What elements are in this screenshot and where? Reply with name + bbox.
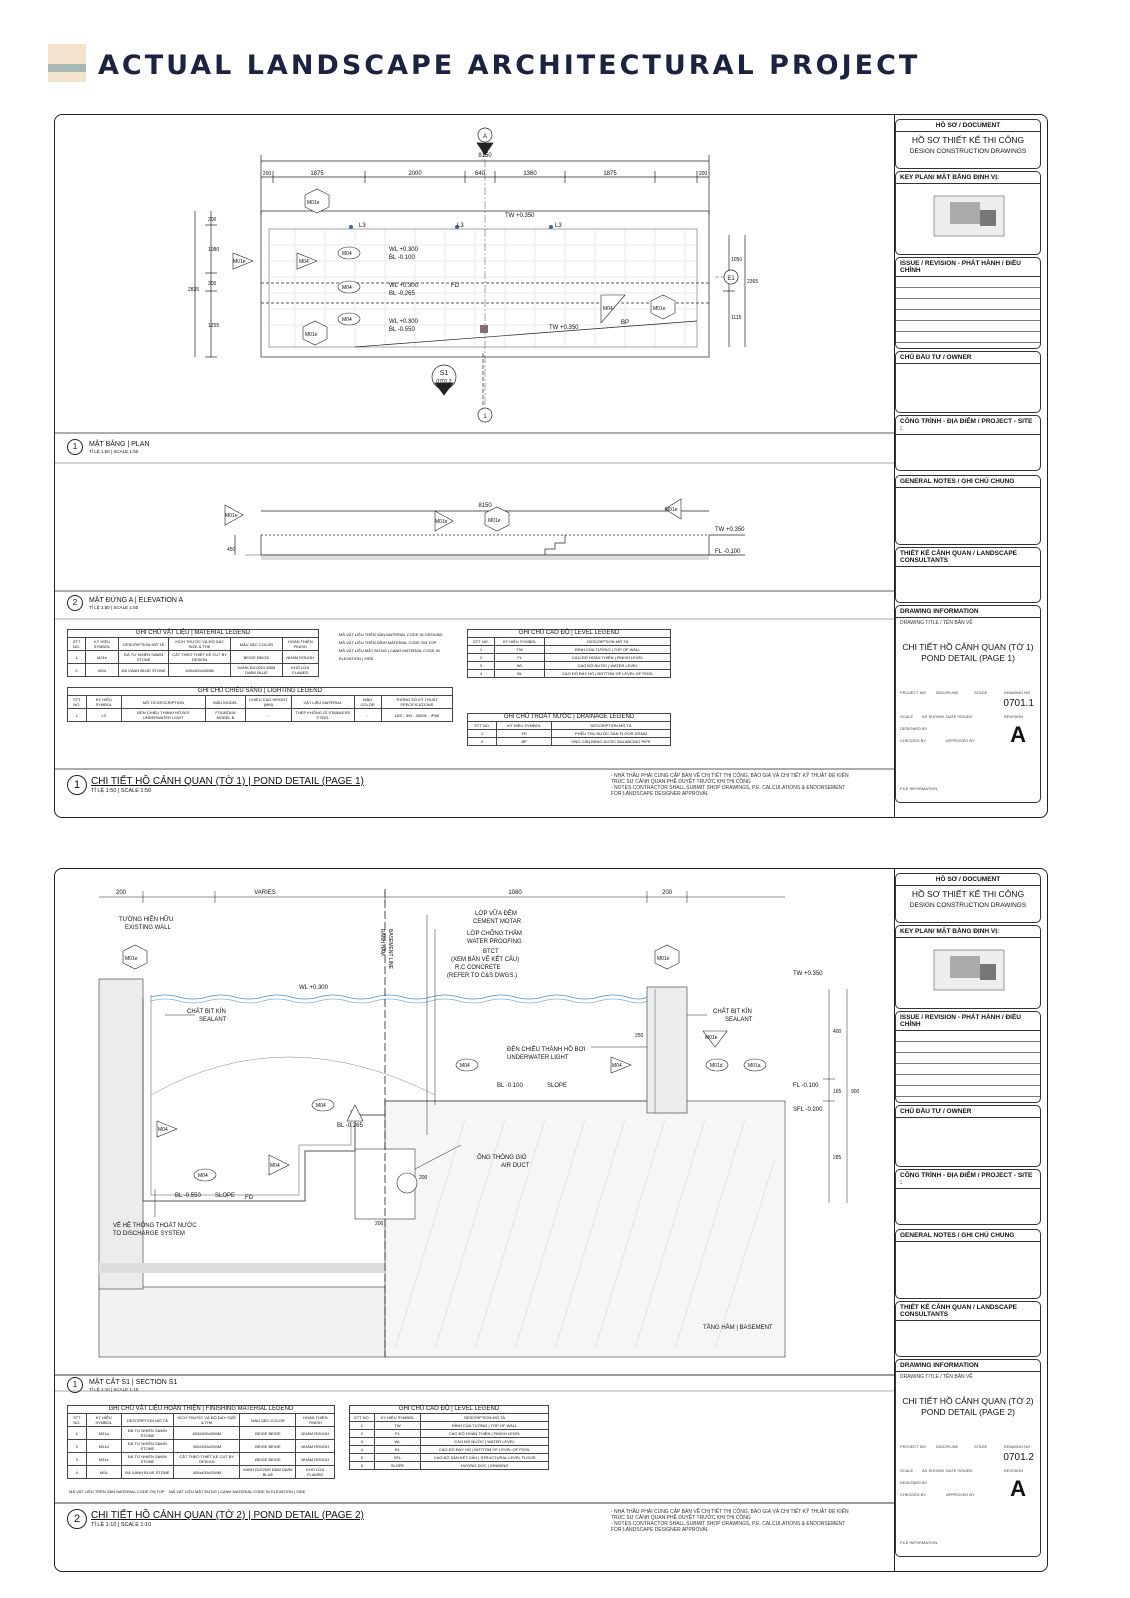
table-row: 1 M01a ĐÁ TỰ NHIÊN SAWN STONE 600x300x20MM BEIGE BEIGE NHÁM ROUGH <box>68 1427 335 1440</box>
svg-text:(REFER TO C&S DWGS.): (REFER TO C&S DWGS.) <box>447 973 518 979</box>
svg-text:CEMENT MOTAR: CEMENT MOTAR <box>473 919 522 925</box>
svg-text:S1: S1 <box>439 370 449 377</box>
level-legend-table: GHI CHÚ CAO ĐỘ | LEVEL LEGEND STT NO. KÝ HIỆU SYMBOL DESCRIPTION MÔ TẢ 1 TW ĐỈNH CỦA TƯỜNG | TOP OF WALL 2 FL CAO ĐỘ HOÀN THIỆN | FINISH LEVEL 3 WL CAO ĐỘ NƯỚC | WATER LEVEL 4 BL CAO ĐỘ ĐÁY HỒ | BOTTOM OF LEVEL OF POOL 5 SFL CAO ĐỘ SÀN KẾT CẤU | STRUCTURAL LEVEL FLOOR 6 SLOPE HƯỚNG DỐC | GRADING <box>349 1405 549 1470</box>
svg-text:1360: 1360 <box>523 171 537 177</box>
ground-hatch <box>261 556 709 560</box>
drainage-legend-table: GHI CHÚ THOÁT NƯỚC | DRAINAGE LEGEND STT NO. KÝ HIỆU SYMBOL DESCRIPTION MÔ TẢ 1 FD PHỄU THU NƯỚC SÀN FLOOR DRAIN 2 BP ỐNG CÂN BẰNG NƯỚC BALANCING PIPE <box>467 713 671 746</box>
project-site-box: CÔNG TRÌNH - ĐỊA ĐIỂM / PROJECT - SITE : <box>895 1169 1041 1225</box>
svg-text:1875: 1875 <box>603 171 617 177</box>
svg-text:M01d: M01d <box>710 1063 723 1069</box>
table-row: 3 WL CAO ĐỘ NƯỚC | WATER LEVEL <box>350 1438 549 1446</box>
table-header-row: STT NO. KÝ HIỆU SYMBOL DESCRIPTION MÔ TẢ <box>468 638 671 646</box>
existing-wall-section <box>99 979 143 1289</box>
svg-text:M01e: M01e <box>435 519 448 525</box>
svg-text:2365: 2365 <box>747 279 759 285</box>
table-header-row: STT NO. KÝ HIỆU SYMBOL DESCRIPTION MÔ TẢ KÍCH THƯỚC VÀ ĐỘ DÀY SIZE & THK MÀU SẮC COLOR HOÀN THIỆN FINISH <box>68 638 319 651</box>
table-row: 5 SFL CAO ĐỘ SÀN KẾT CẤU | STRUCTURAL LEVEL FLOOR <box>350 1454 549 1462</box>
table-row: 2 FL CAO ĐỘ HOÀN THIỆN | FINISH LEVEL <box>350 1430 549 1438</box>
table-header-row: STT NO. KÝ HIỆU SYMBOL DESCRIPTION MÔ TẢ KÍCH THƯỚC VÀ ĐỘ DÀY SIZE & THK MÀU SẮC COLOR HOÀN THIỆN FINISH <box>68 1414 335 1427</box>
keyplan-box: KEY PLAN/ MẶT BẰNG ĐỊNH VỊ: <box>895 925 1041 1009</box>
table-row: 3 M01e ĐÁ TỰ NHIÊN SAWN STONE CẮT THEO THIẾT KẾ CUT BY DESIGN BEIGE BEIGE NHÁM ROUGH <box>68 1453 335 1466</box>
svg-text:M01e: M01e <box>653 306 666 312</box>
drawing-area: A 1 E1 S1 0701.2 8150 200 1875 2000 640 1360 1875 200 200 1080 300 1255 2835 1050 1115 2365 TW +0.350 TW +0.350 WL +0.300 BL -0.100 WL +0.300 BL -0.265 WL +0.300 BL -0.550 FD BP L3 L3 L3 M01e M01e M01e M01e M04 M04 M04 M04 M04 8150 450 TW +0.350 FL -0.100 M01e M01e M01e M01e 1 MẶT BẰNG | PLAN TỈ LỆ 1:50 | SCALE 1:50 2 MẶT ĐỨNG A | ELEVATION A TỈ LỆ 1:50 | SCALE 1:50 GHI CHÚ VẬT LIỆU | MATERIAL LEGEND STT NO. KÝ HIỆU SYMBOL DESCRIPTION MÔ TẢ KÍCH THƯỚC VÀ ĐỘ DÀY SIZE & THK MÀU SẮC COLOR HOÀN THIỆN FINISH 1 M01e ĐÁ TỰ NHIÊN SAWN STONE CẮT THEO THIẾT KẾ CUT BY DESIGN BEIGE BEIGE NHÁM ROUGH 2 M04 ĐÁ XANH BLUE STONE 400x400x20MM XANH DƯƠNG ĐẬM DARK BLUE KHÒ LỬA FLAMED MÃ VẬT LIỆU TRÊN SÀN MATERIAL CODE IN GROUND MÃ VẬT LIỆU TRÊN ĐỈNH MATERIAL CODE ON TOP MÃ VẬT LIỆU MẶT ĐỨNG | CẠNH MATERIAL CODE IN ELEVATION | SIDE GHI CHÚ CHIẾU SÁNG | LIGHTING LEGEND STT NO. KÝ HIỆU SYMBOL MÔ TẢ DESCRIPTION MẪU MODEL CHIỀU CAO HEIGHT (MM) VẬT LIỆU MATERIAL MÀU COLOR THÔNG SỐ KỸ THUẬT SPECIFICATIONS 1 L3 ĐÈN CHIẾU THÀNH HỒ BƠI UNDERWATER LIGHT FOUNTAIN MODEL B - THÉP KHÔNG GỈ STAINLESS STEEL - LED - 9W - 3000K - IP68 GHI CHÚ CAO ĐỘ | LEVEL LEGEND STT NO. KÝ HIỆU SYMBOL DESCRIPTION MÔ TẢ 1 TW ĐỈNH CỦA TƯỜNG | TOP OF WALL 2 FL CAO ĐỘ HOÀN THIỆN | FINISH LEVEL 3 WL CAO ĐỘ NƯỚC | WATER LEVEL 4 BL CAO ĐỘ ĐÁY HỒ | BOTTOM OF LEVEL OF POOL GHI CHÚ THOÁT NƯỚC | DRAINAGE LEGEND STT NO. KÝ HIỆU SYMBOL DESCRIPTION MÔ TẢ 1 FD PHỄU THU NƯỚC SÀN FLOOR DRAIN 2 BP ỐNG CÂN BẰNG NƯỚC BALANCING PIPE 1 CHI TIẾT HỒ CẢNH QUAN (TỜ 1) | POND DETAIL (PAGE 1) TỈ LỆ 1:50 | SCALE 1:50 - NHÀ THẦU PHẢI CUNG CẤP BẢN VẼ CHI TIẾT THI CÔNG, BÁO GIÁ VÀ CHI TIẾT KỸ THUẬT ĐỂ KIẾN TRÚC SƯ CẢNH QUAN PHÊ DUYỆT TRƯỚC KHI THI CÔNG - NOTES CONTRACTOR SHALL SUBMIT SHOP DRAWINGS, P.E. CALCULATIONS & ENDORSEMENT FOR LANDSCAPE DESIGNER APPROVAL <box>55 115 895 817</box>
table-header-row: STT NO. KÝ HIỆU SYMBOL DESCRIPTION MÔ TẢ <box>350 1414 549 1422</box>
svg-text:M01e: M01e <box>488 518 501 524</box>
table-row: 2 M04 ĐÁ XANH BLUE STONE 400x400x20MM XANH DƯƠNG ĐẬM DARK BLUE KHÒ LỬA FLAMED <box>68 664 319 677</box>
svg-text:8150: 8150 <box>478 153 492 159</box>
svg-text:TW +0.350: TW +0.350 <box>549 325 579 331</box>
svg-text:FL -0.100: FL -0.100 <box>715 549 741 555</box>
svg-text:200: 200 <box>375 1221 384 1227</box>
svg-text:M04: M04 <box>158 1127 168 1133</box>
svg-text:M01e: M01e <box>705 1035 718 1041</box>
drawing-area: 200 VARIES 1080 200 TƯỜNG HIỆN HỮU EXISTING WALL RANH HẦM BASEMENT LINE LỚP VỮA ĐỆM CEMENT MOTAR LỚP CHỐNG THẤM WATER PROOFING BTCT (XEM BẢN VẼ KẾT CẤU) R.C CONCRETE (REFER TO C&S DWGS.) CHẤT BỊT KÍN SEALANT CHẤT BỊT KÍN SEALANT ĐÈN CHIẾU THÀNH HỒ BƠI UNDERWATER LIGHT WL +0.300 TW +0.350 BL -0.100 BL -0.265 BL -0.550 FL -0.100 SFL -0.200 SLOPE SLOPE FD ỐNG THÔNG GIÓ AIR DUCT VỀ HỆ THỐNG THOÁT NƯỚC TO DISCHARGE SYSTEM TẦNG HẦM | BASEMENT 400 165 285 900 250 200 200 M01e M01e M01e M04 M04 M04 M04 M04 M04 M01d M01a 1 MẶT CẮT S1 | SECTION S1 TỈ LỆ 1:10 | SCALE 1:10 GHI CHÚ VẬT LIỆU HOÀN THIỆN | FINISHING MATERIAL LEGEND STT NO. KÝ HIỆU SYMBOL DESCRIPTION MÔ TẢ KÍCH THƯỚC VÀ ĐỘ DÀY SIZE & THK MÀU SẮC COLOR HOÀN THIỆN FINISH 1 M01a ĐÁ TỰ NHIÊN SAWN STONE 600x300x20MM BEIGE BEIGE NHÁM ROUGH 2 M01d ĐÁ TỰ NHIÊN SAWN STONE 300x300x20MM BEIGE BEIGE NHÁM ROUGH 3 M01e ĐÁ TỰ NHIÊN SAWN STONE CẮT THEO THIẾT KẾ CUT BY DESIGN BEIGE BEIGE NHÁM ROUGH 4 M04 ĐÁ XANH BLUE STONE 400x400x20MM XANH DƯƠNG ĐẬM DARK BLUE KHÒ LỬA FLAMED MÃ VẬT LIỆU TRÊN SÀN MATERIAL CODE ON TOP MÃ VẬT LIỆU MẶT ĐỨNG | CẠNH MATERIAL CODE IN ELEVATION | SIDE GHI CHÚ CAO ĐỘ | LEVEL LEGEND STT NO. KÝ HIỆU SYMBOL DESCRIPTION MÔ TẢ 1 TW ĐỈNH CỦA TƯỜNG | TOP OF WALL 2 FL CAO ĐỘ HOÀN THIỆN | FINISH LEVEL 3 WL CAO ĐỘ NƯỚC | WATER LEVEL 4 BL CAO ĐỘ ĐÁY HỒ | BOTTOM OF LEVEL OF POOL 5 SFL CAO ĐỘ SÀN KẾT CẤU | STRUCTURAL LEVEL FLOOR 6 SLOPE HƯỚNG DỐC | GRADING 2 CHI TIẾT HỒ CẢNH QUAN (TỜ 2) | POND DETAIL (PAGE 2) TỈ LỆ 1:10 | SCALE 1:10 - NHÀ THẦU PHẢI CUNG CẤP BẢN VẼ CHI TIẾT THI CÔNG, BÁO GIÁ VÀ CHI TIẾT KỸ THUẬT ĐỂ KIẾN TRÚC SƯ CẢNH QUAN PHÊ DUYỆT TRƯỚC KHI THI CÔNG - NOTES CONTRACTOR SHALL SUBMIT SHOP DRAWINGS, P.E. CALCULATIONS & ENDORSEMENT FOR LANDSCAPE DESIGNER APPROVAL <box>55 869 895 1571</box>
svg-text:1050: 1050 <box>731 257 743 263</box>
svg-text:SFL -0.200: SFL -0.200 <box>793 1107 823 1113</box>
svg-text:BP: BP <box>621 320 630 326</box>
svg-text:M01e: M01e <box>307 200 320 206</box>
svg-text:8150: 8150 <box>478 503 492 509</box>
svg-text:CHẤT BỊT KÍN: CHẤT BỊT KÍN <box>187 1009 226 1015</box>
svg-text:M04: M04 <box>612 1063 622 1069</box>
svg-text:200: 200 <box>262 171 272 177</box>
svg-text:M04: M04 <box>316 1103 326 1109</box>
table-row: 1 M01e ĐÁ TỰ NHIÊN SAWN STONE CẮT THEO THIẾT KẾ CUT BY DESIGN BEIGE BEIGE NHÁM ROUGH <box>68 651 319 664</box>
svg-text:A: A <box>482 134 488 140</box>
floor-drain-fd <box>480 325 488 333</box>
svg-text:WL +0.300: WL +0.300 <box>389 247 418 253</box>
svg-text:BL -0.265: BL -0.265 <box>389 291 415 297</box>
drawing-info-box: DRAWING INFORMATION DRAWING TITLE / TÊN BẢN VẼ CHI TIẾT HỒ CẢNH QUAN (TỜ 2) POND DETAIL (PAGE 2) PROJECT NO DISCIPLINE STAGE DRAWING NO 0701.2 SCALE AS SHOWN DATE ISSUED REVISION DESIGNED BY CHECKED BY APPROVED BY A FILE INFORMATION <box>895 1359 1041 1557</box>
svg-text:WL +0.300: WL +0.300 <box>389 319 418 325</box>
consultant-box: THIẾT KẾ CẢNH QUAN / LANDSCAPE CONSULTANTS <box>895 1301 1041 1357</box>
svg-text:1115: 1115 <box>731 315 742 321</box>
svg-text:BL -0.550: BL -0.550 <box>389 327 415 333</box>
drawing-sheet-1 <box>54 114 1048 818</box>
svg-text:FL -0.100: FL -0.100 <box>793 1083 819 1089</box>
title-block <box>895 873 1041 1567</box>
table-row: 1 TW ĐỈNH CỦA TƯỜNG | TOP OF WALL <box>350 1422 549 1430</box>
drawing-info-box: DRAWING INFORMATION DRAWING TITLE / TÊN BẢN VẼ CHI TIẾT HỒ CẢNH QUAN (TỜ 1) POND DETAIL (PAGE 1) PROJECT NO DISCIPLINE STAGE DRAWING NO 0701.1 SCALE AS SHOWN DATE ISSUED REVISION DESIGNED BY CHECKED BY APPROVED BY A FILE INFORMATION <box>895 605 1041 803</box>
svg-text:165: 165 <box>833 1089 842 1095</box>
revision-letter: A <box>1010 1476 1026 1501</box>
svg-text:M04: M04 <box>198 1173 208 1179</box>
svg-text:M01e: M01e <box>125 956 138 962</box>
sheet-number: 0701.1 <box>1003 698 1034 709</box>
svg-text:BASEMENT LINE: BASEMENT LINE <box>387 929 393 969</box>
brand-logo <box>48 44 86 82</box>
svg-text:1080: 1080 <box>208 247 220 253</box>
sym-note: MÃ VẬT LIỆU TRÊN SÀN MATERIAL CODE ON TOP <box>69 1489 165 1494</box>
svg-text:RANH HẦM: RANH HẦM <box>379 929 385 956</box>
svg-text:M01e: M01e <box>233 259 246 265</box>
svg-text:300: 300 <box>208 281 217 287</box>
title-block <box>895 119 1041 813</box>
contractor-notes: - NHÀ THẦU PHẢI CUNG CẤP BẢN VẼ CHI TIẾT THI CÔNG, BÁO GIÁ VÀ CHI TIẾT KỸ THUẬT ĐỂ KIẾN TRÚC SƯ CẢNH QUAN PHÊ DUYỆT TRƯỚC KHI THI CÔNG - NOTES CONTRACTOR SHALL SUBMIT SHOP DRAWINGS, P.E. CALCULATIONS & ENDORSEMENT FOR LANDSCAPE DESIGNER APPROVAL <box>611 773 849 797</box>
svg-text:M04: M04 <box>342 285 352 291</box>
document-box: HỒ SƠ / DOCUMENT HỒ SƠ THIẾT KẾ THI CÔNG DESIGN CONSTRUCTION DRAWINGS <box>895 873 1041 923</box>
svg-text:WL +0.300: WL +0.300 <box>299 985 328 991</box>
svg-text:BL -0.100: BL -0.100 <box>497 1083 523 1089</box>
svg-text:M01e: M01e <box>305 332 318 338</box>
svg-text:CHẤT BỊT KÍN: CHẤT BỊT KÍN <box>713 1009 752 1015</box>
table-row: 1 FD PHỄU THU NƯỚC SÀN FLOOR DRAIN <box>468 730 671 738</box>
svg-text:WATER PROOFING: WATER PROOFING <box>467 939 522 945</box>
table-row: 3 WL CAO ĐỘ NƯỚC | WATER LEVEL <box>468 662 671 670</box>
table-row: 1 TW ĐỈNH CỦA TƯỜNG | TOP OF WALL <box>468 646 671 654</box>
key-plan-thumbnail <box>930 192 1010 242</box>
svg-text:200: 200 <box>661 890 673 896</box>
table-row: 4 M04 ĐÁ XANH BLUE STONE 400x400x20MM XANH DƯƠNG ĐẬM DARK BLUE KHÒ LỬA FLAMED <box>68 1466 335 1479</box>
revision-letter: A <box>1010 722 1026 747</box>
svg-text:1875: 1875 <box>310 171 324 177</box>
document-box: HỒ SƠ / DOCUMENT HỒ SƠ THIẾT KẾ THI CÔNG DESIGN CONSTRUCTION DRAWINGS <box>895 119 1041 169</box>
general-notes-box: GENERAL NOTES / GHI CHÚ CHUNG <box>895 1229 1041 1299</box>
svg-text:VỀ HỆ THỐNG THOÁT NƯỚC: VỀ HỆ THỐNG THOÁT NƯỚC <box>113 1223 197 1229</box>
svg-text:450: 450 <box>227 547 236 553</box>
finishing-legend-table: GHI CHÚ VẬT LIỆU HOÀN THIỆN | FINISHING MATERIAL LEGEND STT NO. KÝ HIỆU SYMBOL DESCRIPTION MÔ TẢ KÍCH THƯỚC VÀ ĐỘ DÀY SIZE & THK MÀU SẮC COLOR HOÀN THIỆN FINISH 1 M01a ĐÁ TỰ NHIÊN SAWN STONE 600x300x20MM BEIGE BEIGE NHÁM ROUGH 2 M01d ĐÁ TỰ NHIÊN SAWN STONE 300x300x20MM BEIGE BEIGE NHÁM ROUGH 3 M01e ĐÁ TỰ NHIÊN SAWN STONE CẮT THEO THIẾT KẾ CUT BY DESIGN BEIGE BEIGE NHÁM ROUGH 4 M04 ĐÁ XANH BLUE STONE 400x400x20MM XANH DƯƠNG ĐẬM DARK BLUE KHÒ LỬA FLAMED <box>67 1405 335 1479</box>
pond-wall-right <box>647 987 687 1113</box>
svg-text:M04: M04 <box>342 317 352 323</box>
svg-text:TO DISCHARGE SYSTEM: TO DISCHARGE SYSTEM <box>113 1231 185 1237</box>
svg-text:E1: E1 <box>727 276 735 282</box>
svg-text:0701.2: 0701.2 <box>436 379 452 385</box>
svg-text:900: 900 <box>851 1089 860 1095</box>
sym-note: MÃ VẬT LIỆU MẶT ĐỨNG | CẠNH MATERIAL CODE IN ELEVATION | SIDE <box>169 1489 306 1494</box>
svg-text:UNDERWATER LIGHT: UNDERWATER LIGHT <box>507 1055 569 1061</box>
page-title: ACTUAL LANDSCAPE ARCHITECTURAL PROJECT <box>98 50 921 81</box>
keyplan-box: KEY PLAN/ MẶT BẰNG ĐỊNH VỊ: <box>895 171 1041 255</box>
consultant-box: THIẾT KẾ CẢNH QUAN / LANDSCAPE CONSULTANTS <box>895 547 1041 603</box>
svg-text:1080: 1080 <box>508 890 522 896</box>
page-header <box>48 44 1098 92</box>
svg-text:200: 200 <box>115 890 127 896</box>
gravel-layer <box>99 1263 385 1273</box>
sheet-number: 0701.2 <box>1003 1452 1034 1463</box>
table-header-row: STT NO. KÝ HIỆU SYMBOL DESCRIPTION MÔ TẢ <box>468 722 671 730</box>
air-duct-symbol <box>397 1173 417 1193</box>
svg-text:2835: 2835 <box>188 287 200 293</box>
drawing-sheet-2 <box>54 868 1048 1572</box>
svg-text:BTCT: BTCT <box>483 949 499 955</box>
svg-text:M01e: M01e <box>657 956 670 962</box>
project-site-box: CÔNG TRÌNH - ĐỊA ĐIỂM / PROJECT - SITE : <box>895 415 1041 471</box>
svg-text:BL -0.550: BL -0.550 <box>175 1193 201 1199</box>
table-row: 4 BL CAO ĐỘ ĐÁY HỒ | BOTTOM OF LEVEL OF POOL <box>350 1446 549 1454</box>
svg-text:M01a: M01a <box>748 1063 761 1069</box>
table-row: 2 M01d ĐÁ TỰ NHIÊN SAWN STONE 300x300x20MM BEIGE BEIGE NHÁM ROUGH <box>68 1440 335 1453</box>
svg-text:L3: L3 <box>555 223 562 229</box>
svg-text:400: 400 <box>833 1029 842 1035</box>
svg-text:SLOPE: SLOPE <box>547 1083 568 1089</box>
svg-text:BL -0.100: BL -0.100 <box>389 255 415 261</box>
svg-text:1255: 1255 <box>208 323 220 329</box>
issue-revision-box: ISSUE / REVISION - PHÁT HÀNH / ĐIỀU CHỈNH <box>895 257 1041 349</box>
svg-text:285: 285 <box>833 1155 842 1161</box>
table-row: 4 BL CAO ĐỘ ĐÁY HỒ | BOTTOM OF LEVEL OF POOL <box>468 670 671 678</box>
issue-revision-box: ISSUE / REVISION - PHÁT HÀNH / ĐIỀU CHỈNH <box>895 1011 1041 1103</box>
symbol-notes <box>339 631 449 663</box>
svg-text:200: 200 <box>208 217 217 223</box>
svg-text:M04: M04 <box>299 259 309 265</box>
table-row: 1 L3 ĐÈN CHIẾU THÀNH HỒ BƠI UNDERWATER LIGHT FOUNTAIN MODEL B - THÉP KHÔNG GỈ STAINLESS STEEL - LED - 9W - 3000K - IP68 <box>68 709 453 722</box>
owner-box: CHỦ ĐẦU TƯ / OWNER <box>895 1105 1041 1167</box>
symbol-notes <box>69 1489 359 1494</box>
svg-text:M04: M04 <box>270 1163 280 1169</box>
svg-text:VARIES: VARIES <box>254 890 276 896</box>
svg-text:M01e: M01e <box>225 513 238 519</box>
svg-text:LỚP VỮA ĐỆM: LỚP VỮA ĐỆM <box>475 911 517 917</box>
svg-text:LỚP CHỐNG THẤM: LỚP CHỐNG THẤM <box>467 931 522 937</box>
svg-text:L3: L3 <box>359 223 366 229</box>
svg-text:TW +0.350: TW +0.350 <box>715 527 745 533</box>
svg-text:SEALANT: SEALANT <box>725 1017 753 1023</box>
owner-box: CHỦ ĐẦU TƯ / OWNER <box>895 351 1041 413</box>
svg-text:L3: L3 <box>457 223 464 229</box>
lighting-legend-table: GHI CHÚ CHIẾU SÁNG | LIGHTING LEGEND STT NO. KÝ HIỆU SYMBOL MÔ TẢ DESCRIPTION MẪU MODEL CHIỀU CAO HEIGHT (MM) VẬT LIỆU MATERIAL MÀU COLOR THÔNG SỐ KỸ THUẬT SPECIFICATIONS 1 L3 ĐÈN CHIẾU THÀNH HỒ BƠI UNDERWATER LIGHT FOUNTAIN MODEL B - THÉP KHÔNG GỈ STAINLESS STEEL - LED - 9W - 3000K - IP68 <box>67 687 453 722</box>
key-plan-thumbnail <box>930 946 1010 996</box>
svg-text:ỐNG THÔNG GIÓ: ỐNG THÔNG GIÓ <box>477 1155 527 1161</box>
svg-text:2000: 2000 <box>408 171 422 177</box>
svg-text:WL +0.300: WL +0.300 <box>389 283 418 289</box>
svg-text:EXISTING WALL: EXISTING WALL <box>125 925 171 931</box>
tag-m04-5 <box>347 1105 363 1121</box>
sym-note: MÃ VẬT LIỆU TRÊN SÀN MATERIAL CODE IN GROUND <box>339 632 443 637</box>
svg-text:TW +0.350: TW +0.350 <box>505 213 535 219</box>
svg-text:FD: FD <box>245 1195 253 1201</box>
svg-text:TẦNG HẦM | BASEMENT: TẦNG HẦM | BASEMENT <box>703 1325 773 1331</box>
svg-text:FD: FD <box>451 283 459 289</box>
svg-text:M04: M04 <box>603 306 613 312</box>
table-header-row: STT NO. KÝ HIỆU SYMBOL MÔ TẢ DESCRIPTION MẪU MODEL CHIỀU CAO HEIGHT (MM) VẬT LIỆU MATERIAL MÀU COLOR THÔNG SỐ KỸ THUẬT SPECIFICATIONS <box>68 696 453 709</box>
material-legend-table: GHI CHÚ VẬT LIỆU | MATERIAL LEGEND STT NO. KÝ HIỆU SYMBOL DESCRIPTION MÔ TẢ KÍCH THƯỚC VÀ ĐỘ DÀY SIZE & THK MÀU SẮC COLOR HOÀN THIỆN FINISH 1 M01e ĐÁ TỰ NHIÊN SAWN STONE CẮT THEO THIẾT KẾ CUT BY DESIGN BEIGE BEIGE NHÁM ROUGH 2 M04 ĐÁ XANH BLUE STONE 400x400x20MM XANH DƯƠNG ĐẬM DARK BLUE KHÒ LỬA FLAMED <box>67 629 319 677</box>
svg-text:200: 200 <box>698 171 708 177</box>
svg-text:200: 200 <box>419 1175 428 1181</box>
table-row: 2 FL CAO ĐỘ HOÀN THIỆN | FINISH LEVEL <box>468 654 671 662</box>
svg-text:SEALANT: SEALANT <box>199 1017 227 1023</box>
svg-text:ĐÈN CHIẾU THÀNH HỒ BƠI: ĐÈN CHIẾU THÀNH HỒ BƠI <box>507 1047 586 1053</box>
level-legend-table: GHI CHÚ CAO ĐỘ | LEVEL LEGEND STT NO. KÝ HIỆU SYMBOL DESCRIPTION MÔ TẢ 1 TW ĐỈNH CỦA TƯỜNG | TOP OF WALL 2 FL CAO ĐỘ HOÀN THIỆN | FINISH LEVEL 3 WL CAO ĐỘ NƯỚC | WATER LEVEL 4 BL CAO ĐỘ ĐÁY HỒ | BOTTOM OF LEVEL OF POOL <box>467 629 671 678</box>
svg-text:BL -0.265: BL -0.265 <box>337 1123 363 1129</box>
svg-text:(XEM BẢN VẼ KẾT CẤU): (XEM BẢN VẼ KẾT CẤU) <box>451 957 520 963</box>
table-row: 6 SLOPE HƯỚNG DỐC | GRADING <box>350 1462 549 1470</box>
light-fixtures-l3 <box>349 225 553 229</box>
sym-note: MÃ VẬT LIỆU TRÊN ĐỈNH MATERIAL CODE ON TOP <box>339 640 437 645</box>
svg-text:250: 250 <box>635 1033 644 1039</box>
table-row: 2 BP ỐNG CÂN BẰNG NƯỚC BALANCING PIPE <box>468 738 671 746</box>
svg-text:AIR DUCT: AIR DUCT <box>501 1163 530 1169</box>
svg-text:TW +0.350: TW +0.350 <box>793 971 823 977</box>
contractor-notes: - NHÀ THẦU PHẢI CUNG CẤP BẢN VẼ CHI TIẾT THI CÔNG, BÁO GIÁ VÀ CHI TIẾT KỸ THUẬT ĐỂ KIẾN TRÚC SƯ CẢNH QUAN PHÊ DUYỆT TRƯỚC KHI THI CÔNG - NOTES CONTRACTOR SHALL SUBMIT SHOP DRAWINGS, P.E. CALCULATIONS & ENDORSEMENT FOR LANDSCAPE DESIGNER APPROVAL <box>611 1509 849 1533</box>
svg-text:M01e: M01e <box>665 507 678 513</box>
svg-text:640: 640 <box>474 171 486 177</box>
basement-slab <box>385 1101 785 1357</box>
svg-text:R.C CONCRETE: R.C CONCRETE <box>455 965 501 971</box>
sym-note: MÃ VẬT LIỆU MẶT ĐỨNG | CẠNH MATERIAL CODE IN ELEVATION | SIDE <box>339 648 440 661</box>
subgrade-fill <box>99 1287 385 1357</box>
svg-text:TƯỜNG HIỆN HỮU: TƯỜNG HIỆN HỮU <box>119 917 174 923</box>
general-notes-box: GENERAL NOTES / GHI CHÚ CHUNG <box>895 475 1041 545</box>
svg-text:M04: M04 <box>460 1063 470 1069</box>
svg-text:1: 1 <box>483 414 487 420</box>
svg-text:M04: M04 <box>342 251 352 257</box>
svg-text:SLOPE: SLOPE <box>215 1193 236 1199</box>
